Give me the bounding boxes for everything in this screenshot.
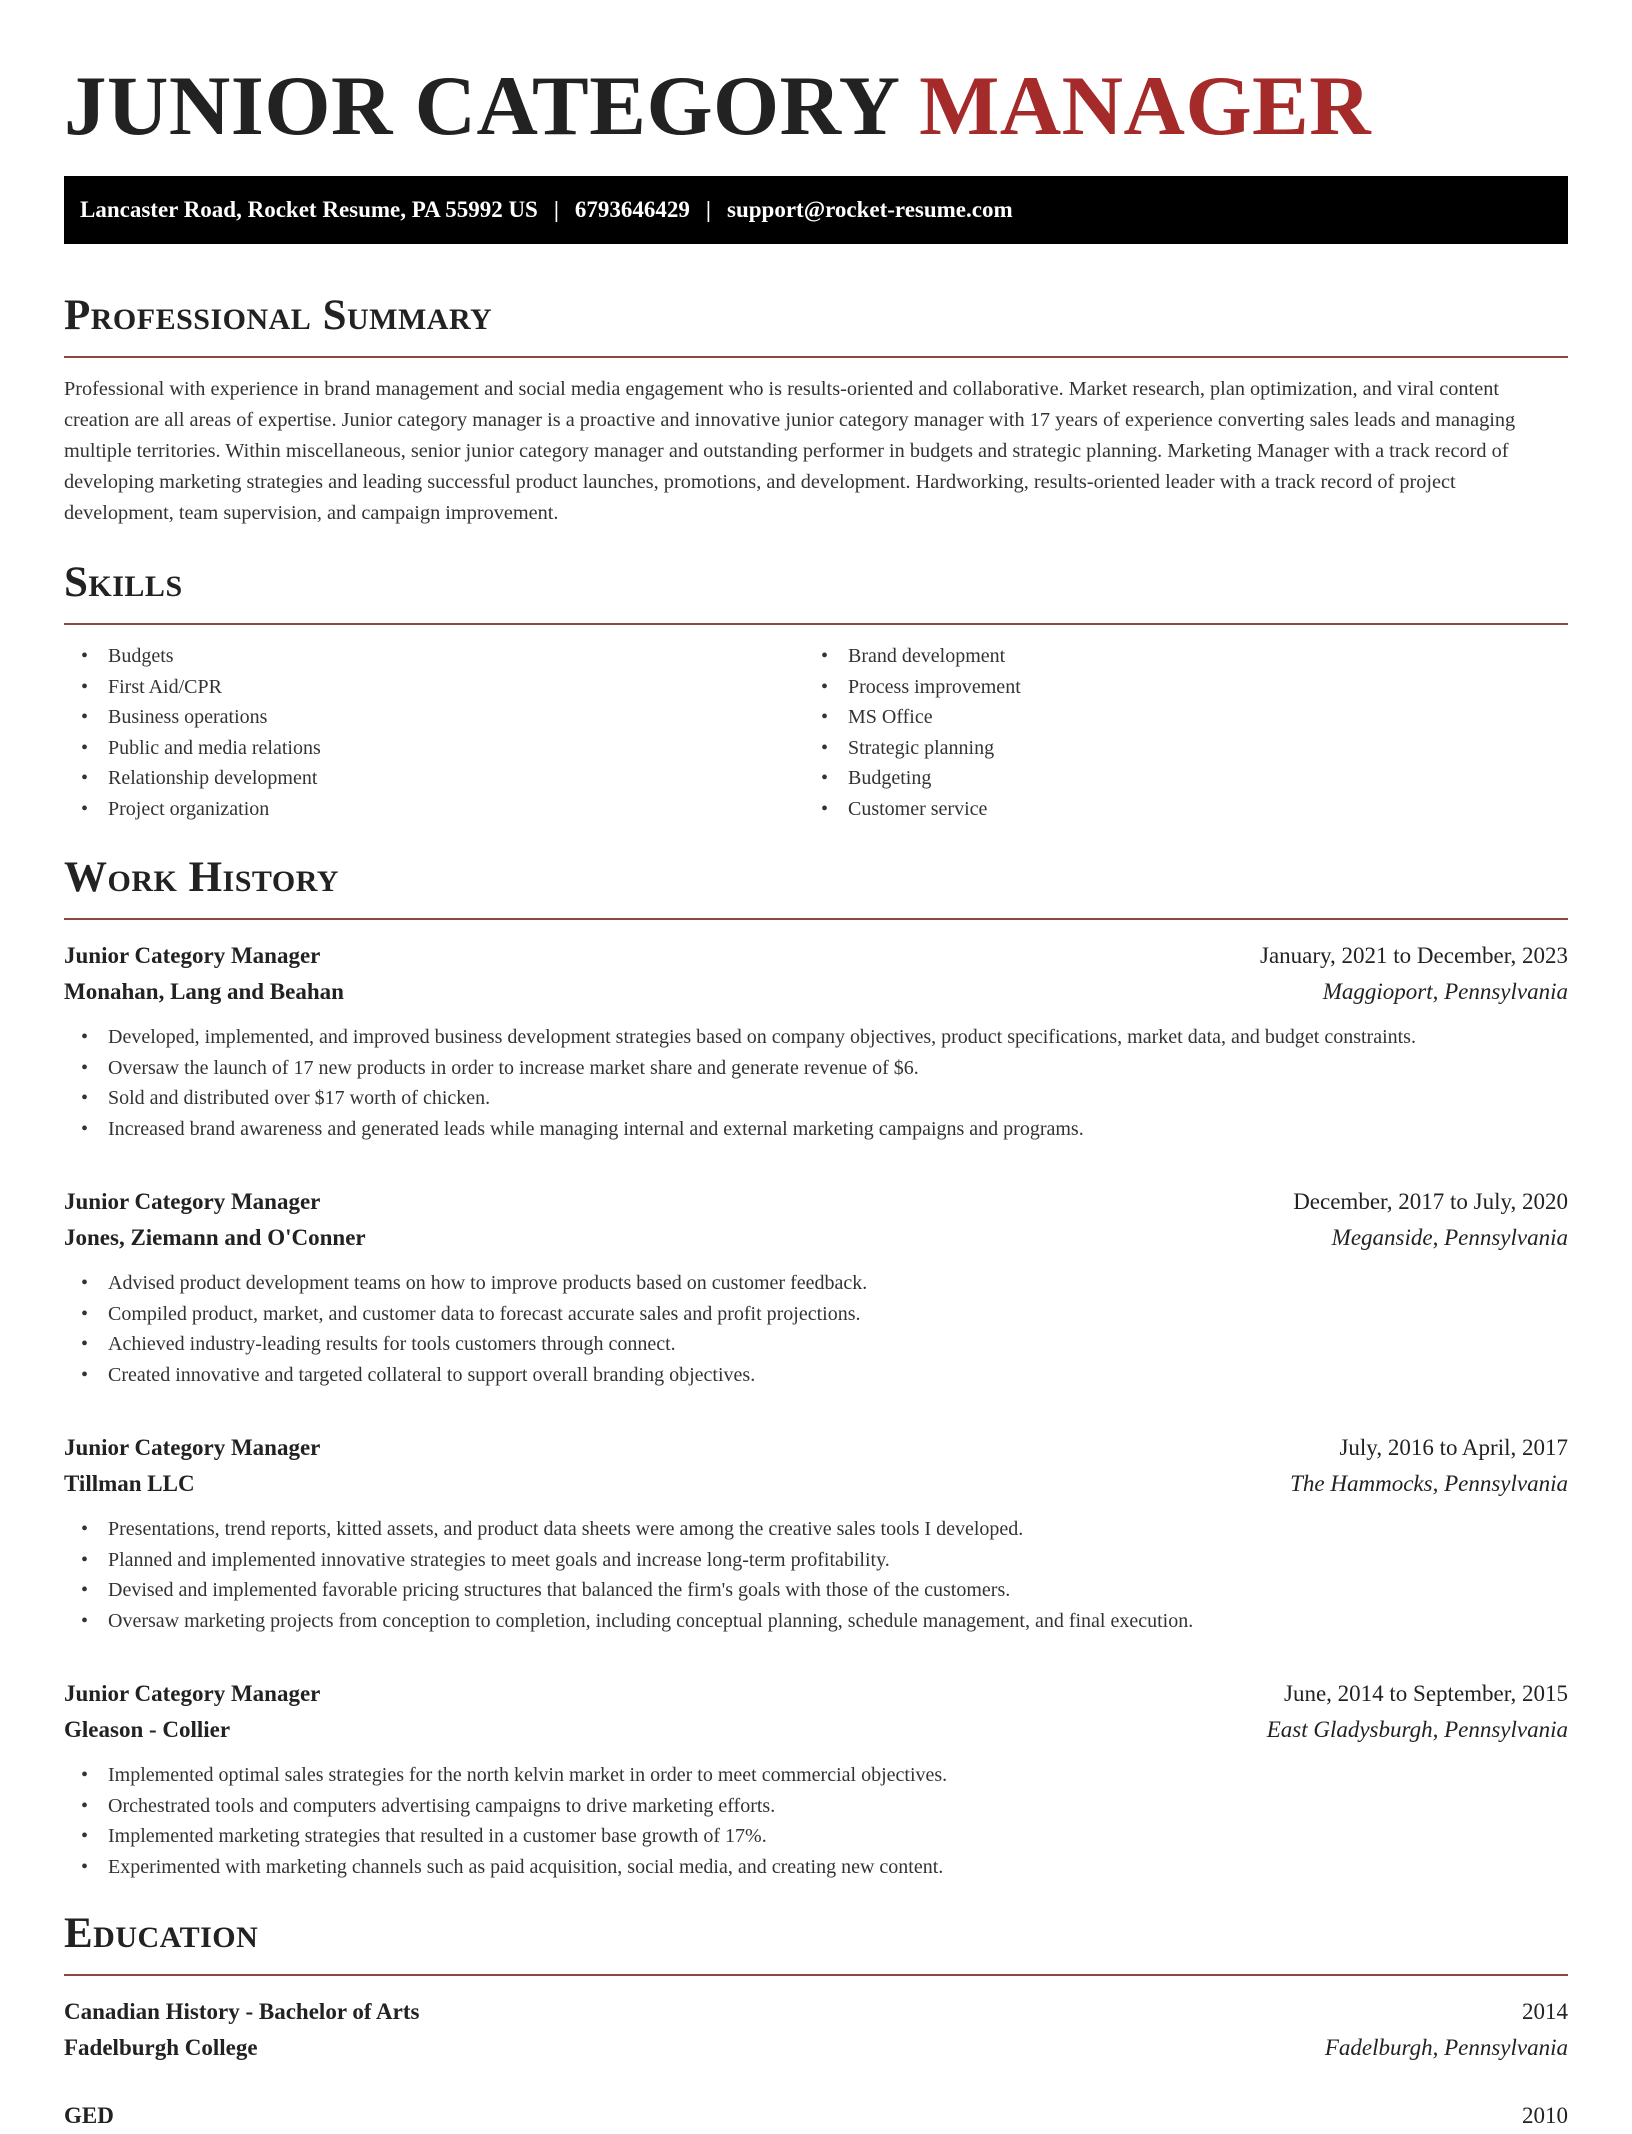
summary-text: Professional with experience in brand management and social media engagement who is results-oriented and collaborative. Market research, plan optimization, and viral content creation are all areas of expertise. Junior category manager is a proactive and innovative junior category manager with 17 years of experience converting sales leads and managing multiple territories. Within miscellaneous, senior junior category manager and outstanding performer in budgets and strategic planning. Marketing Manager with a track record of developing marketing strategies and leading successful product launches, promotions, and development. Hardworking, results-oriented leader with a track record of project development, team supervision, and campaign improvement. <box>64 378 1516 524</box>
job-company-row <box>64 1220 1568 1256</box>
work-history-section <box>64 852 1568 1882</box>
work-history-heading: Work History <box>64 854 339 901</box>
resume-title <box>64 56 1568 156</box>
job-company: Gleason - Collier <box>64 1717 231 1742</box>
job-title: Junior Category Manager <box>64 943 321 968</box>
job-bullets <box>64 1514 1568 1636</box>
education-school-row <box>64 2030 1568 2066</box>
job-location: The Hammocks, Pennsylvania <box>1290 1471 1568 1496</box>
job-header-row <box>64 1184 1568 1220</box>
job-header-row <box>64 1430 1568 1466</box>
job-dates: December, 2017 to July, 2020 <box>1293 1189 1568 1214</box>
job-bullets <box>64 1268 1568 1390</box>
contact-separator: | <box>553 197 559 222</box>
job-bullet: • Devised and implemented favorable pricing structures that balanced the firm's goals with those of the customers. <box>64 1575 1568 1606</box>
job-bullet: • Sold and distributed over $17 worth of chicken. <box>64 1083 1568 1114</box>
job-bullet: • Implemented optimal sales strategies for the north kelvin market in order to meet commercial objectives. <box>64 1760 1568 1791</box>
job-entry <box>64 1184 1568 1390</box>
job-bullet: • Compiled product, market, and customer data to forecast accurate sales and profit projections. <box>64 1299 1568 1330</box>
education-header-row <box>64 2098 1568 2134</box>
section-divider <box>64 623 1568 625</box>
contact-separator: | <box>705 197 711 222</box>
job-entry <box>64 938 1568 1144</box>
job-bullet: • Created innovative and targeted collateral to support overall branding objectives. <box>64 1360 1568 1391</box>
skill-item: • Strategic planning <box>804 733 1544 764</box>
job-bullet: • Oversaw marketing projects from conception to completion, including conceptual planning, schedule management, and final execution. <box>64 1606 1568 1637</box>
job-company: Tillman LLC <box>64 1471 195 1496</box>
job-company-row <box>64 974 1568 1010</box>
skill-item: • First Aid/CPR <box>64 672 804 703</box>
job-bullet: • Oversaw the launch of 17 new products in order to increase market share and generate revenue of $6. <box>64 1053 1568 1084</box>
skills-column-left <box>64 641 804 824</box>
contact-bar <box>64 176 1568 244</box>
job-dates: June, 2014 to September, 2015 <box>1284 1681 1568 1706</box>
job-title: Junior Category Manager <box>64 1189 321 1214</box>
job-bullet: • Achieved industry-leading results for tools customers through connect. <box>64 1329 1568 1360</box>
education-school: Fadelburgh College <box>64 2035 258 2060</box>
skill-item: • Brand development <box>804 641 1544 672</box>
job-location: Meganside, Pennsylvania <box>1331 1225 1568 1250</box>
skill-item: • Customer service <box>804 794 1544 825</box>
contact-email[interactable]: support@rocket-resume.com <box>727 197 1013 222</box>
education-section <box>64 1908 1568 2134</box>
education-entry <box>64 2098 1568 2134</box>
skills-heading: Skills <box>64 559 183 606</box>
job-bullet: • Presentations, trend reports, kitted assets, and product data sheets were among the creative sales tools I developed. <box>64 1514 1568 1545</box>
job-dates: January, 2021 to December, 2023 <box>1260 943 1568 968</box>
education-location: Fadelburgh, Pennsylvania <box>1324 2035 1568 2060</box>
skill-item: • Budgets <box>64 641 804 672</box>
skill-item: • Business operations <box>64 702 804 733</box>
section-divider <box>64 918 1568 920</box>
contact-address: Lancaster Road, Rocket Resume, PA 55992 US <box>80 197 538 222</box>
skill-item: • Public and media relations <box>64 733 804 764</box>
education-heading: Education <box>64 1910 259 1957</box>
job-company: Monahan, Lang and Beahan <box>64 979 344 1004</box>
job-bullet: • Experimented with marketing channels such as paid acquisition, social media, and creating new content. <box>64 1852 1568 1883</box>
section-divider <box>64 356 1568 358</box>
education-year: 2014 <box>1522 1999 1568 2024</box>
job-entry <box>64 1676 1568 1882</box>
title-accent: MANAGER <box>919 59 1372 153</box>
job-bullet: • Orchestrated tools and computers advertising campaigns to drive marketing efforts. <box>64 1791 1568 1822</box>
title-main: JUNIOR CATEGORY <box>64 59 898 153</box>
education-header-row <box>64 1994 1568 2030</box>
skill-item: • Budgeting <box>804 763 1544 794</box>
job-company-row <box>64 1712 1568 1748</box>
skills-column-right <box>804 641 1544 824</box>
section-divider <box>64 1974 1568 1976</box>
job-location: East Gladysburgh, Pennsylvania <box>1266 1717 1568 1742</box>
job-header-row <box>64 938 1568 974</box>
skill-item: • Process improvement <box>804 672 1544 703</box>
education-degree: GED <box>64 2103 114 2128</box>
job-bullets <box>64 1022 1568 1144</box>
education-degree: Canadian History - Bachelor of Arts <box>64 1999 420 2024</box>
job-header-row <box>64 1676 1568 1712</box>
job-bullets <box>64 1760 1568 1882</box>
job-company: Jones, Ziemann and O'Conner <box>64 1225 366 1250</box>
job-bullet: • Planned and implemented innovative strategies to meet goals and increase long-term profitability. <box>64 1545 1568 1576</box>
skills-section <box>64 557 1568 824</box>
education-entry <box>64 1994 1568 2066</box>
contact-phone[interactable]: 6793646429 <box>574 197 690 222</box>
job-bullet: • Developed, implemented, and improved business development strategies based on company objectives, product specifications, market data, and budget constraints. <box>64 1022 1568 1053</box>
job-bullet: • Increased brand awareness and generated leads while managing internal and external marketing campaigns and programs. <box>64 1114 1568 1145</box>
job-location: Maggioport, Pennsylvania <box>1322 979 1568 1004</box>
skill-item: • Relationship development <box>64 763 804 794</box>
job-bullet: • Implemented marketing strategies that resulted in a customer base growth of 17%. <box>64 1821 1568 1852</box>
job-bullet: • Advised product development teams on how to improve products based on customer feedback. <box>64 1268 1568 1299</box>
education-year: 2010 <box>1522 2103 1568 2128</box>
job-title: Junior Category Manager <box>64 1681 321 1706</box>
job-entry <box>64 1430 1568 1636</box>
skill-item: • Project organization <box>64 794 804 825</box>
job-title: Junior Category Manager <box>64 1435 321 1460</box>
summary-heading: Professional Summary <box>64 292 493 339</box>
job-company-row <box>64 1466 1568 1502</box>
skill-item: • MS Office <box>804 702 1544 733</box>
job-dates: July, 2016 to April, 2017 <box>1339 1435 1568 1460</box>
skills-list <box>64 641 1568 824</box>
summary-section <box>64 290 1568 529</box>
